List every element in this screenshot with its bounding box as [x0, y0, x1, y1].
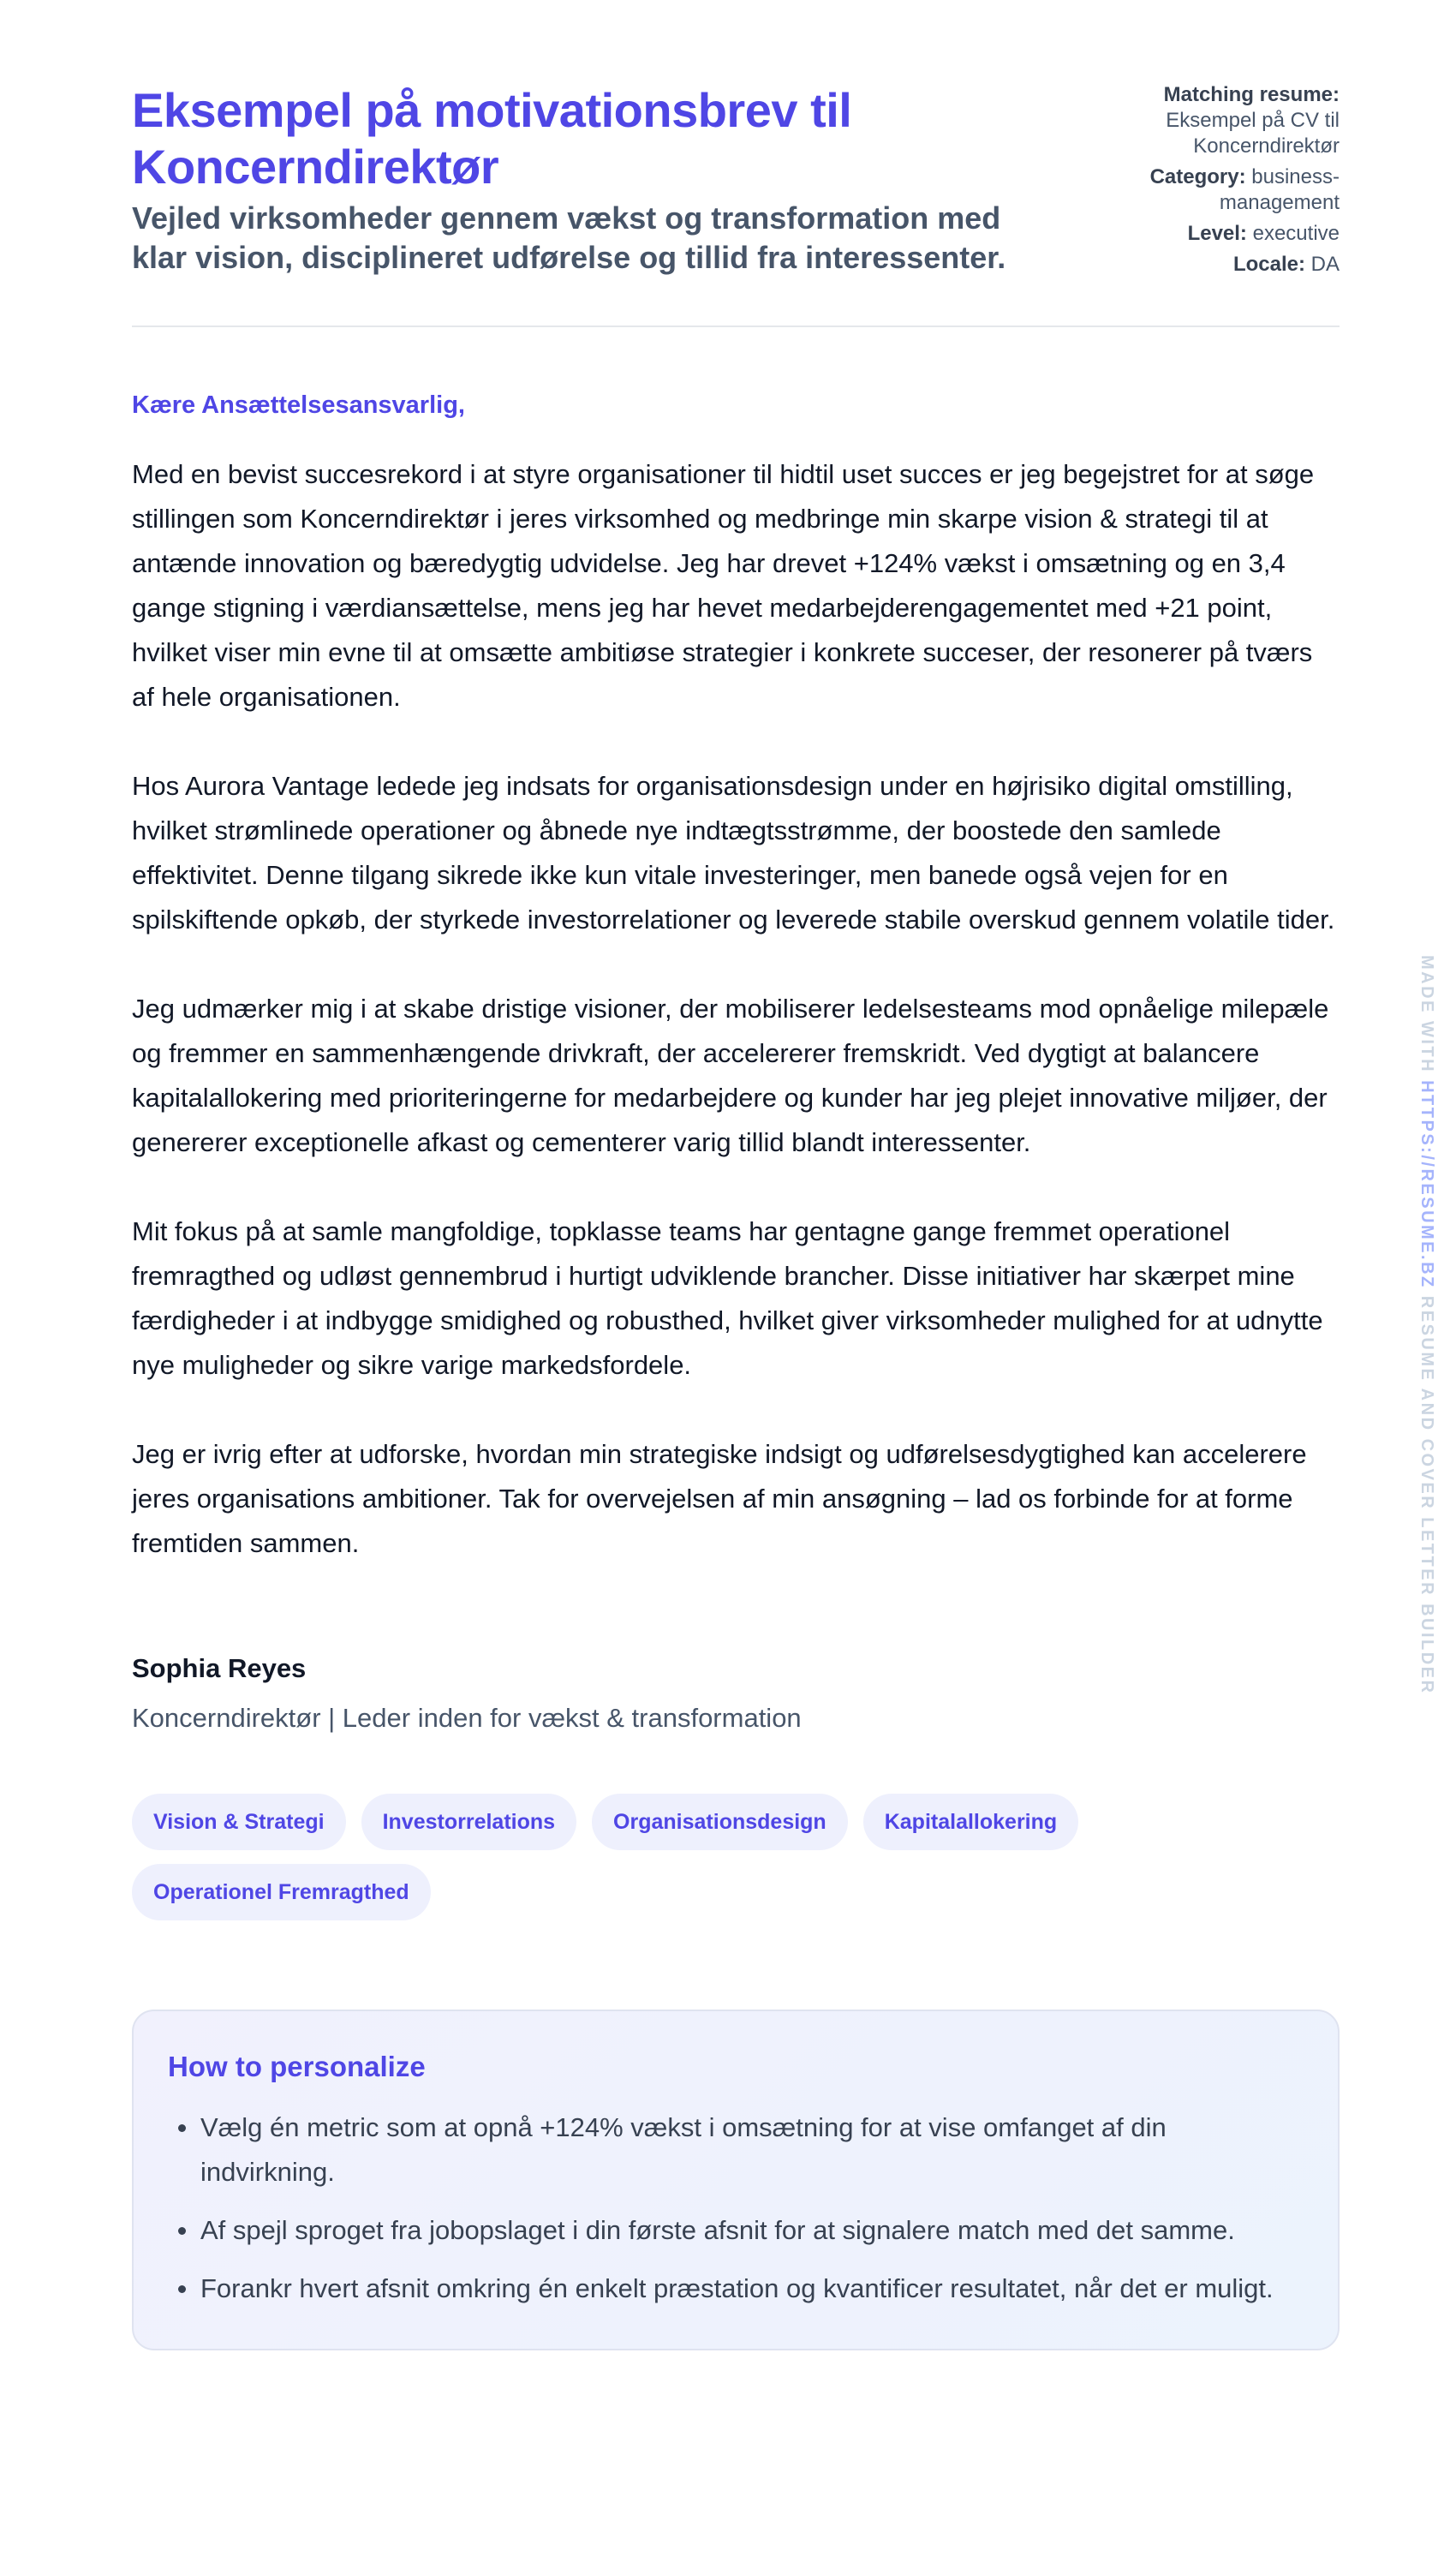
meta-level — [1083, 221, 1340, 247]
header-titles — [132, 82, 1057, 278]
document-header — [132, 0, 1340, 327]
letter-greeting: Kære Ansættelsesansvarlig, — [132, 391, 465, 419]
letter-paragraph: Mit fokus på at samle mangfoldige, topklasse teams har gentagne gange fremmet operationel fremragthed og udløst gennembrud i hurtigt udviklende brancher. Disse initiativer har skærpet mine færdigheder i at indbygge smidighed og robusthed, hvilket giver virksomheder mulighed for at udnytte nye muligheder og sikre varige markedsfordele. — [132, 1216, 1323, 1380]
watermark-link[interactable]: HTTPS://RESUME.BZ — [1417, 1080, 1436, 1289]
meta-level-label: Level: — [1187, 222, 1247, 245]
page-title: Eksempel på motivationsbrev til Koncerndirektør — [132, 83, 852, 194]
skill-tag: Vision & Strategi — [132, 1794, 346, 1850]
personalize-tips-box — [132, 2010, 1340, 2350]
tips-list — [168, 2105, 1304, 2311]
tips-title: How to personalize — [168, 2051, 426, 2082]
meta-matching-resume-value[interactable]: Eksempel på CV til Koncerndirektør — [1166, 109, 1340, 158]
cover-letter-page — [132, 0, 1340, 2350]
meta-category — [1083, 164, 1340, 216]
skill-tag: Organisationsdesign — [592, 1794, 848, 1850]
builder-watermark — [1414, 955, 1440, 1695]
meta-category-value: business-management — [1219, 165, 1340, 214]
meta-locale-label: Locale: — [1232, 253, 1305, 276]
letter-body — [132, 452, 1340, 1566]
resume-meta — [1083, 82, 1340, 283]
signer-role: Koncerndirektør | Leder inden for vækst & transformation — [132, 1703, 802, 1733]
skill-tag: Investorrelations — [361, 1794, 576, 1850]
tip-item: Forankr hvert afsnit omkring én enkelt præstation og kvantificer resultatet, når det er muligt. — [200, 2266, 1304, 2311]
letter-paragraph: Med en bevist succesrekord i at styre organisationer til hidtil uset succes er jeg begejstret for at søge stillingen som Koncerndirektør i jeres virksomhed og medbringe min skarpe vision & strategi til at antænde innovation og bæredygtig udvidelse. Jeg har drevet +124% vækst i omsætning og en 3,4 gange stigning i værdiansættelse, mens jeg har hevet medarbejderengagementet med +21 point, hvilket viser min evne til at omsætte ambitiøse strategier i konkrete succeser, der resonerer på tværs af hele organisationen. — [132, 459, 1315, 712]
skill-tag: Operationel Fremragthed — [132, 1864, 431, 1920]
tip-item: Af spejl sproget fra jobopslaget i din første afsnit for at signalere match med det samme. — [200, 2208, 1304, 2253]
meta-level-value: executive — [1252, 222, 1340, 245]
signer-name: Sophia Reyes — [132, 1653, 307, 1683]
meta-matching-resume-label: Matching resume: — [1163, 83, 1340, 106]
watermark-suffix: RESUME AND COVER LETTER BUILDER — [1417, 1295, 1436, 1695]
letter-paragraph: Jeg er ivrig efter at udforske, hvordan min strategiske indsigt og udførelsesdygtighed kan accelerere jeres organisations ambitioner. Tak for overvejelsen af min ansøgning – lad os forbinde for at forme fremtiden sammen. — [132, 1439, 1307, 1558]
skill-tags — [132, 1794, 1160, 1920]
letter-paragraph: Hos Aurora Vantage ledede jeg indsats for organisationsdesign under en højrisiko digital omstilling, hvilket strømlinede operationer og åbnede nye indtægtsstrømme, der boostede den samlede effektivitet. Denne tilgang sikrede ikke kun vitale investeringer, men banede også vejen for en spilskiftende opkøb, der styrkede investorrelationer og leverede stabile overskud gennem volatile tider. — [132, 771, 1335, 935]
watermark-prefix: MADE WITH — [1417, 955, 1436, 1074]
page-subtitle: Vejled virksomheder gennem vækst og transformation med klar vision, disciplineret udførelse og tillid fra interessenter. — [132, 200, 1006, 275]
meta-category-label: Category: — [1149, 165, 1246, 188]
skill-tag: Kapitalallokering — [863, 1794, 1078, 1850]
meta-locale-value: DA — [1310, 253, 1340, 276]
letter-paragraph: Jeg udmærker mig i at skabe dristige visioner, der mobiliserer ledelsesteams mod opnåelige milepæle og fremmer en sammenhængende drivkraft, der accelererer fremskridt. Ved dygtigt at balancere kapitalallokering med prioriteringerne for medarbejdere og kunder har jeg plejet innovative miljøer, der genererer exceptionelle afkast og cementerer varig tillid blandt interessenter. — [132, 994, 1329, 1157]
meta-matching-resume — [1083, 82, 1340, 159]
meta-locale — [1083, 252, 1340, 278]
tip-item: Vælg én metric som at opnå +124% vækst i omsætning for at vise omfanget af din indvirkning. — [200, 2105, 1304, 2195]
